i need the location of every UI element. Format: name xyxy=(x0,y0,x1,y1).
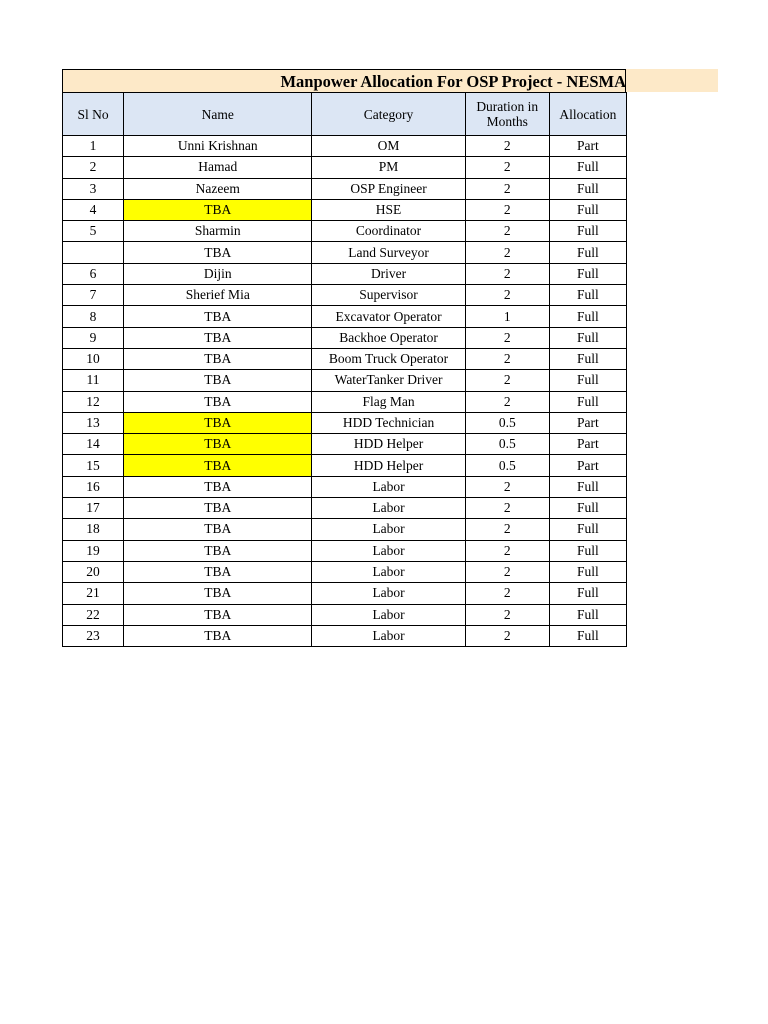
cell-duration[interactable]: 2 xyxy=(465,370,549,391)
cell-duration[interactable]: 2 xyxy=(465,178,549,199)
cell-allocation[interactable]: Full xyxy=(549,306,626,327)
cell-sl-no[interactable]: 10 xyxy=(63,348,124,369)
table-row xyxy=(63,327,627,348)
cell-name[interactable]: TBA xyxy=(124,306,312,327)
cell-name[interactable]: TBA xyxy=(124,199,312,220)
cell-name[interactable]: TBA xyxy=(124,455,312,476)
cell-category[interactable]: Land Surveyor xyxy=(312,242,465,263)
cell-category[interactable]: Driver xyxy=(312,263,465,284)
header-duration[interactable]: Duration in Months xyxy=(465,93,549,136)
cell-sl-no[interactable]: 1 xyxy=(63,136,124,157)
cell-duration[interactable]: 2 xyxy=(465,348,549,369)
table-row xyxy=(63,583,627,604)
table-row xyxy=(63,178,627,199)
cell-allocation[interactable]: Full xyxy=(549,476,626,497)
cell-category[interactable]: PM xyxy=(312,157,465,178)
cell-allocation[interactable]: Full xyxy=(549,583,626,604)
cell-sl-no[interactable]: 6 xyxy=(63,263,124,284)
cell-allocation[interactable]: Full xyxy=(549,498,626,519)
cell-category[interactable]: Flag Man xyxy=(312,391,465,412)
cell-allocation[interactable]: Part xyxy=(549,412,626,433)
table-row xyxy=(63,242,627,263)
cell-name[interactable]: TBA xyxy=(124,561,312,582)
table-body xyxy=(63,136,627,647)
cell-name[interactable]: TBA xyxy=(124,370,312,391)
cell-name[interactable]: Hamad xyxy=(124,157,312,178)
cell-category[interactable]: HDD Technician xyxy=(312,412,465,433)
cell-category[interactable]: Labor xyxy=(312,583,465,604)
cell-duration[interactable]: 2 xyxy=(465,583,549,604)
table-row xyxy=(63,348,627,369)
cell-duration[interactable]: 0.5 xyxy=(465,434,549,455)
table-row xyxy=(63,306,627,327)
cell-category[interactable]: Labor xyxy=(312,540,465,561)
cell-category[interactable]: Labor xyxy=(312,561,465,582)
cell-name[interactable]: TBA xyxy=(124,327,312,348)
cell-duration[interactable]: 2 xyxy=(465,157,549,178)
sheet-title: Manpower Allocation For OSP Project - NESMA xyxy=(280,72,626,91)
cell-sl-no[interactable]: 18 xyxy=(63,519,124,540)
cell-category[interactable]: Backhoe Operator xyxy=(312,327,465,348)
cell-duration[interactable]: 2 xyxy=(465,221,549,242)
cell-sl-no[interactable]: 4 xyxy=(63,199,124,220)
cell-allocation[interactable]: Full xyxy=(549,327,626,348)
cell-category[interactable]: Labor xyxy=(312,476,465,497)
cell-duration[interactable]: 2 xyxy=(465,625,549,646)
table-row xyxy=(63,391,627,412)
cell-allocation[interactable]: Full xyxy=(549,178,626,199)
cell-name[interactable]: Sherief Mia xyxy=(124,285,312,306)
cell-name[interactable]: TBA xyxy=(124,391,312,412)
header-row xyxy=(63,93,627,136)
cell-sl-no[interactable]: 12 xyxy=(63,391,124,412)
table-row xyxy=(63,199,627,220)
cell-name[interactable]: Nazeem xyxy=(124,178,312,199)
cell-duration[interactable]: 2 xyxy=(465,519,549,540)
cell-duration[interactable]: 2 xyxy=(465,199,549,220)
cell-allocation[interactable]: Full xyxy=(549,391,626,412)
cell-allocation[interactable]: Full xyxy=(549,604,626,625)
table-row xyxy=(63,221,627,242)
cell-allocation[interactable]: Part xyxy=(549,136,626,157)
cell-name[interactable]: TBA xyxy=(124,412,312,433)
cell-duration[interactable]: 2 xyxy=(465,476,549,497)
cell-sl-no[interactable]: 15 xyxy=(63,455,124,476)
cell-sl-no[interactable]: 17 xyxy=(63,498,124,519)
cell-category[interactable]: OSP Engineer xyxy=(312,178,465,199)
cell-allocation[interactable]: Full xyxy=(549,519,626,540)
cell-category[interactable]: HSE xyxy=(312,199,465,220)
table-row xyxy=(63,476,627,497)
cell-duration[interactable]: 0.5 xyxy=(465,455,549,476)
table-row xyxy=(63,434,627,455)
cell-duration[interactable]: 2 xyxy=(465,561,549,582)
table-row xyxy=(63,455,627,476)
cell-category[interactable]: HDD Helper xyxy=(312,455,465,476)
table-row xyxy=(63,604,627,625)
cell-duration[interactable]: 2 xyxy=(465,136,549,157)
cell-name[interactable]: Dijin xyxy=(124,263,312,284)
cell-sl-no[interactable]: 5 xyxy=(63,221,124,242)
cell-sl-no[interactable]: 16 xyxy=(63,476,124,497)
cell-category[interactable]: WaterTanker Driver xyxy=(312,370,465,391)
table-row xyxy=(63,561,627,582)
cell-name[interactable]: TBA xyxy=(124,476,312,497)
header-name[interactable]: Name xyxy=(124,93,312,136)
cell-sl-no[interactable]: 20 xyxy=(63,561,124,582)
cell-allocation[interactable]: Full xyxy=(549,199,626,220)
cell-sl-no[interactable]: 23 xyxy=(63,625,124,646)
cell-name[interactable]: TBA xyxy=(124,242,312,263)
manpower-table xyxy=(62,92,627,647)
cell-sl-no[interactable]: 21 xyxy=(63,583,124,604)
cell-duration[interactable]: 2 xyxy=(465,540,549,561)
cell-duration[interactable]: 2 xyxy=(465,391,549,412)
cell-duration[interactable]: 2 xyxy=(465,263,549,284)
cell-category[interactable]: Boom Truck Operator xyxy=(312,348,465,369)
header-sl-no[interactable]: Sl No xyxy=(63,93,124,136)
table-row xyxy=(63,519,627,540)
cell-sl-no[interactable]: 13 xyxy=(63,412,124,433)
cell-sl-no[interactable]: 8 xyxy=(63,306,124,327)
cell-allocation[interactable]: Full xyxy=(549,370,626,391)
header-category[interactable]: Category xyxy=(312,93,465,136)
cell-name[interactable]: TBA xyxy=(124,434,312,455)
table-row xyxy=(63,540,627,561)
cell-duration[interactable]: 2 xyxy=(465,327,549,348)
cell-allocation[interactable]: Full xyxy=(549,348,626,369)
cell-name[interactable]: TBA xyxy=(124,519,312,540)
table-row xyxy=(63,157,627,178)
cell-sl-no[interactable]: 9 xyxy=(63,327,124,348)
table-row xyxy=(63,285,627,306)
table-row xyxy=(63,625,627,646)
cell-name[interactable]: TBA xyxy=(124,498,312,519)
cell-duration[interactable]: 2 xyxy=(465,242,549,263)
cell-category[interactable]: Labor xyxy=(312,604,465,625)
cell-category[interactable]: Excavator Operator xyxy=(312,306,465,327)
cell-allocation[interactable]: Full xyxy=(549,242,626,263)
cell-name[interactable]: TBA xyxy=(124,625,312,646)
table-row xyxy=(63,412,627,433)
cell-allocation[interactable]: Full xyxy=(549,561,626,582)
cell-duration[interactable]: 0.5 xyxy=(465,412,549,433)
cell-name[interactable]: Sharmin xyxy=(124,221,312,242)
cell-allocation[interactable]: Part xyxy=(549,434,626,455)
cell-allocation[interactable]: Full xyxy=(549,285,626,306)
cell-name[interactable]: TBA xyxy=(124,604,312,625)
cell-name[interactable]: TBA xyxy=(124,540,312,561)
cell-allocation[interactable]: Full xyxy=(549,625,626,646)
cell-category[interactable]: Labor xyxy=(312,519,465,540)
cell-allocation[interactable]: Full xyxy=(549,221,626,242)
cell-name[interactable]: TBA xyxy=(124,583,312,604)
cell-sl-no[interactable] xyxy=(63,242,124,263)
cell-name[interactable]: Unni Krishnan xyxy=(124,136,312,157)
cell-allocation[interactable]: Full xyxy=(549,157,626,178)
table-row xyxy=(63,370,627,391)
cell-duration[interactable]: 1 xyxy=(465,306,549,327)
cell-sl-no[interactable]: 7 xyxy=(63,285,124,306)
cell-sl-no[interactable]: 22 xyxy=(63,604,124,625)
header-allocation[interactable]: Allocation xyxy=(549,93,626,136)
cell-category[interactable]: Supervisor xyxy=(312,285,465,306)
cell-category[interactable]: Labor xyxy=(312,498,465,519)
cell-duration[interactable]: 2 xyxy=(465,498,549,519)
table-row xyxy=(63,263,627,284)
cell-duration[interactable]: 2 xyxy=(465,604,549,625)
table-row xyxy=(63,498,627,519)
cell-category[interactable]: Coordinator xyxy=(312,221,465,242)
cell-allocation[interactable]: Full xyxy=(549,263,626,284)
cell-sl-no[interactable]: 19 xyxy=(63,540,124,561)
cell-sl-no[interactable]: 11 xyxy=(63,370,124,391)
table-row xyxy=(63,136,627,157)
cell-duration[interactable]: 2 xyxy=(465,285,549,306)
cell-sl-no[interactable]: 2 xyxy=(63,157,124,178)
cell-category[interactable]: HDD Helper xyxy=(312,434,465,455)
cell-category[interactable]: Labor xyxy=(312,625,465,646)
cell-allocation[interactable]: Full xyxy=(549,540,626,561)
cell-name[interactable]: TBA xyxy=(124,348,312,369)
cell-allocation[interactable]: Part xyxy=(549,455,626,476)
cell-category[interactable]: OM xyxy=(312,136,465,157)
cell-sl-no[interactable]: 14 xyxy=(63,434,124,455)
cell-sl-no[interactable]: 3 xyxy=(63,178,124,199)
